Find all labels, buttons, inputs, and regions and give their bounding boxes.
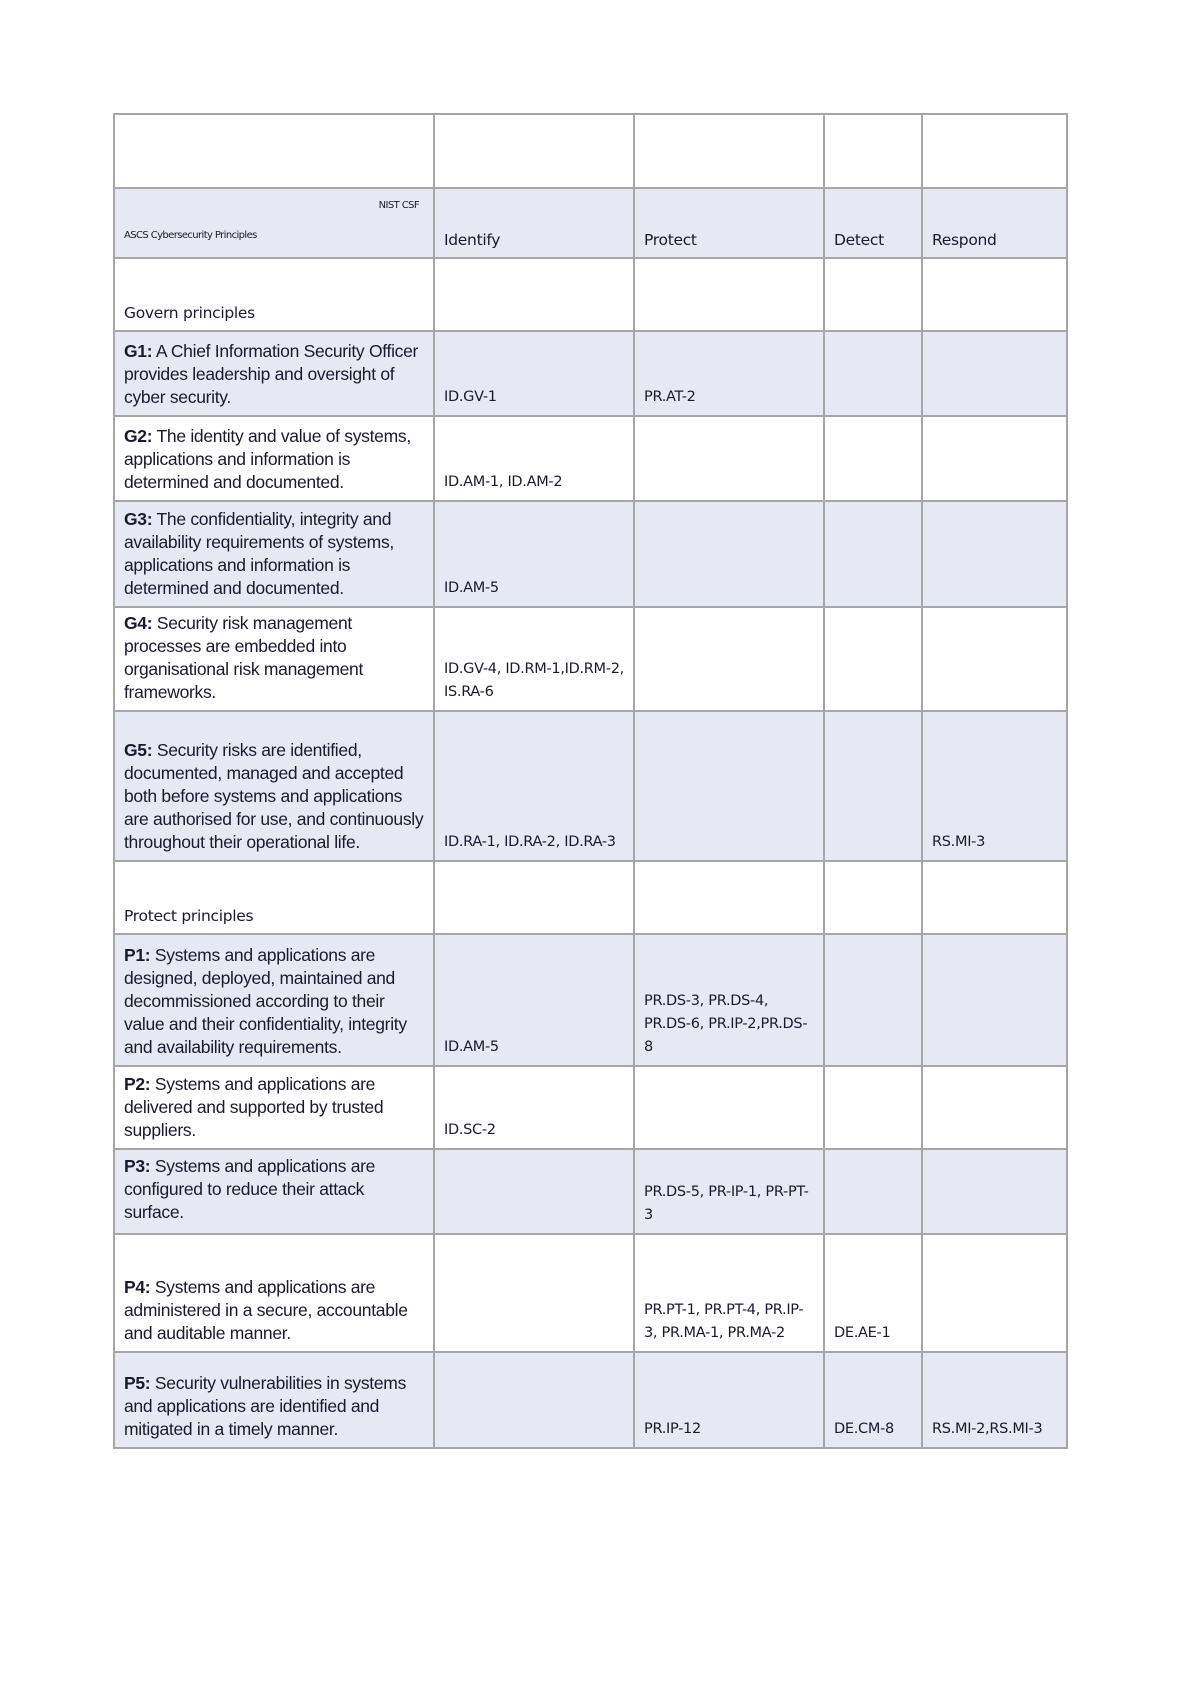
identify-cell: ID.AM-5	[434, 501, 634, 607]
identify-cell: ID.GV-4, ID.RM-1,ID.RM-2, IS.RA-6	[434, 607, 634, 711]
identify-cell	[434, 1234, 634, 1352]
identify-cell: ID.AM-1, ID.AM-2	[434, 416, 634, 501]
respond-cell	[922, 331, 1067, 416]
detect-cell	[824, 607, 922, 711]
empty-cell	[824, 861, 922, 934]
identify-cell	[434, 1352, 634, 1448]
respond-cell	[922, 501, 1067, 607]
identify-cell	[434, 1149, 634, 1234]
principle-text: Systems and applications are delivered and supported by trusted suppliers.	[124, 1074, 384, 1140]
principle-cell	[114, 501, 434, 607]
table-row	[114, 1352, 1067, 1448]
principle-text: A Chief Information Security Officer provides leadership and oversight of cyber security.	[124, 341, 419, 407]
corner-cell	[114, 188, 434, 258]
protect-cell	[634, 711, 824, 861]
detect-cell	[824, 416, 922, 501]
principle-cell	[114, 1352, 434, 1448]
table-row	[114, 416, 1067, 501]
principle-text: Systems and applications are designed, deployed, maintained and decommissioned according to their value and their confidentiality, integrity and availability requirements.	[124, 945, 407, 1057]
column-header-detect: Detect	[824, 188, 922, 258]
ascs-principles-label: ASCS Cybersecurity Principles	[124, 230, 257, 241]
principle-text: Systems and applications are configured to reduce their attack surface.	[124, 1156, 376, 1222]
table-row	[114, 711, 1067, 861]
identify-cell: ID.SC-2	[434, 1066, 634, 1149]
table-row	[114, 607, 1067, 711]
respond-cell	[922, 1234, 1067, 1352]
respond-cell: RS.MI-2,RS.MI-3	[922, 1352, 1067, 1448]
principle-text: Security risks are identified, documented, managed and accepted both before systems and applications are authorised for use, and continuously throughout their operational life.	[124, 740, 424, 852]
blank-cell	[434, 114, 634, 188]
principle-id: P4:	[124, 1277, 151, 1297]
principle-cell	[114, 1234, 434, 1352]
detect-cell: DE.CM-8	[824, 1352, 922, 1448]
principle-cell	[114, 416, 434, 501]
principle-id: P3:	[124, 1156, 151, 1176]
empty-cell	[634, 258, 824, 331]
nist-csf-mapping-table	[113, 113, 1068, 1449]
respond-cell	[922, 607, 1067, 711]
detect-cell	[824, 934, 922, 1066]
principle-id: P5:	[124, 1373, 151, 1393]
column-header-respond: Respond	[922, 188, 1067, 258]
blank-cell	[824, 114, 922, 188]
principle-id: G4:	[124, 613, 153, 633]
respond-cell: RS.MI-3	[922, 711, 1067, 861]
respond-cell	[922, 934, 1067, 1066]
column-header-identify: Identify	[434, 188, 634, 258]
blank-cell	[634, 114, 824, 188]
empty-cell	[922, 861, 1067, 934]
respond-cell	[922, 1149, 1067, 1234]
blank-header-row	[114, 114, 1067, 188]
protect-cell	[634, 1066, 824, 1149]
empty-cell	[922, 258, 1067, 331]
section-header-row	[114, 258, 1067, 331]
protect-cell: PR.DS-5, PR-IP-1, PR-PT-3	[634, 1149, 824, 1234]
section-header-row	[114, 861, 1067, 934]
section-title: Protect principles	[114, 861, 434, 934]
detect-cell	[824, 711, 922, 861]
principle-text: Systems and applications are administered in a secure, accountable and auditable manner.	[124, 1277, 408, 1343]
protect-cell	[634, 501, 824, 607]
table-row	[114, 501, 1067, 607]
detect-cell: DE.AE-1	[824, 1234, 922, 1352]
principle-text: Security risk management processes are embedded into organisational risk management frameworks.	[124, 613, 364, 702]
respond-cell	[922, 1066, 1067, 1149]
protect-cell	[634, 416, 824, 501]
table-row	[114, 1234, 1067, 1352]
principle-text: The identity and value of systems, applications and information is determined and documented.	[124, 426, 411, 492]
nist-csf-label: NIST CSF	[378, 200, 419, 211]
identify-cell: ID.RA-1, ID.RA-2, ID.RA-3	[434, 711, 634, 861]
protect-cell	[634, 607, 824, 711]
identify-cell: ID.GV-1	[434, 331, 634, 416]
principle-id: P2:	[124, 1074, 151, 1094]
protect-cell: PR.IP-12	[634, 1352, 824, 1448]
principle-cell	[114, 711, 434, 861]
principle-id: G1:	[124, 341, 153, 361]
principle-cell	[114, 1066, 434, 1149]
detect-cell	[824, 1149, 922, 1234]
table-row	[114, 934, 1067, 1066]
principle-text: The confidentiality, integrity and availability requirements of systems, applications and information is determined and documented.	[124, 509, 394, 598]
column-header-row	[114, 188, 1067, 258]
principle-cell	[114, 607, 434, 711]
identify-cell: ID.AM-5	[434, 934, 634, 1066]
protect-cell: PR.AT-2	[634, 331, 824, 416]
detect-cell	[824, 1066, 922, 1149]
section-title: Govern principles	[114, 258, 434, 331]
respond-cell	[922, 416, 1067, 501]
column-header-protect: Protect	[634, 188, 824, 258]
detect-cell	[824, 331, 922, 416]
table-row	[114, 1066, 1067, 1149]
detect-cell	[824, 501, 922, 607]
protect-cell: PR.DS-3, PR.DS-4, PR.DS-6, PR.IP-2,PR.DS-8	[634, 934, 824, 1066]
empty-cell	[434, 861, 634, 934]
principle-text: Security vulnerabilities in systems and applications are identified and mitigated in a timely manner.	[124, 1373, 407, 1439]
blank-cell	[114, 114, 434, 188]
blank-cell	[922, 114, 1067, 188]
empty-cell	[434, 258, 634, 331]
principle-id: G3:	[124, 509, 153, 529]
table-row	[114, 331, 1067, 416]
protect-cell: PR.PT-1, PR.PT-4, PR.IP-3, PR.MA-1, PR.MA-2	[634, 1234, 824, 1352]
principle-id: G2:	[124, 426, 153, 446]
principle-cell	[114, 1149, 434, 1234]
principle-cell	[114, 331, 434, 416]
table-row	[114, 1149, 1067, 1234]
empty-cell	[634, 861, 824, 934]
principle-id: G5:	[124, 740, 153, 760]
principle-cell	[114, 934, 434, 1066]
principle-id: P1:	[124, 945, 151, 965]
empty-cell	[824, 258, 922, 331]
